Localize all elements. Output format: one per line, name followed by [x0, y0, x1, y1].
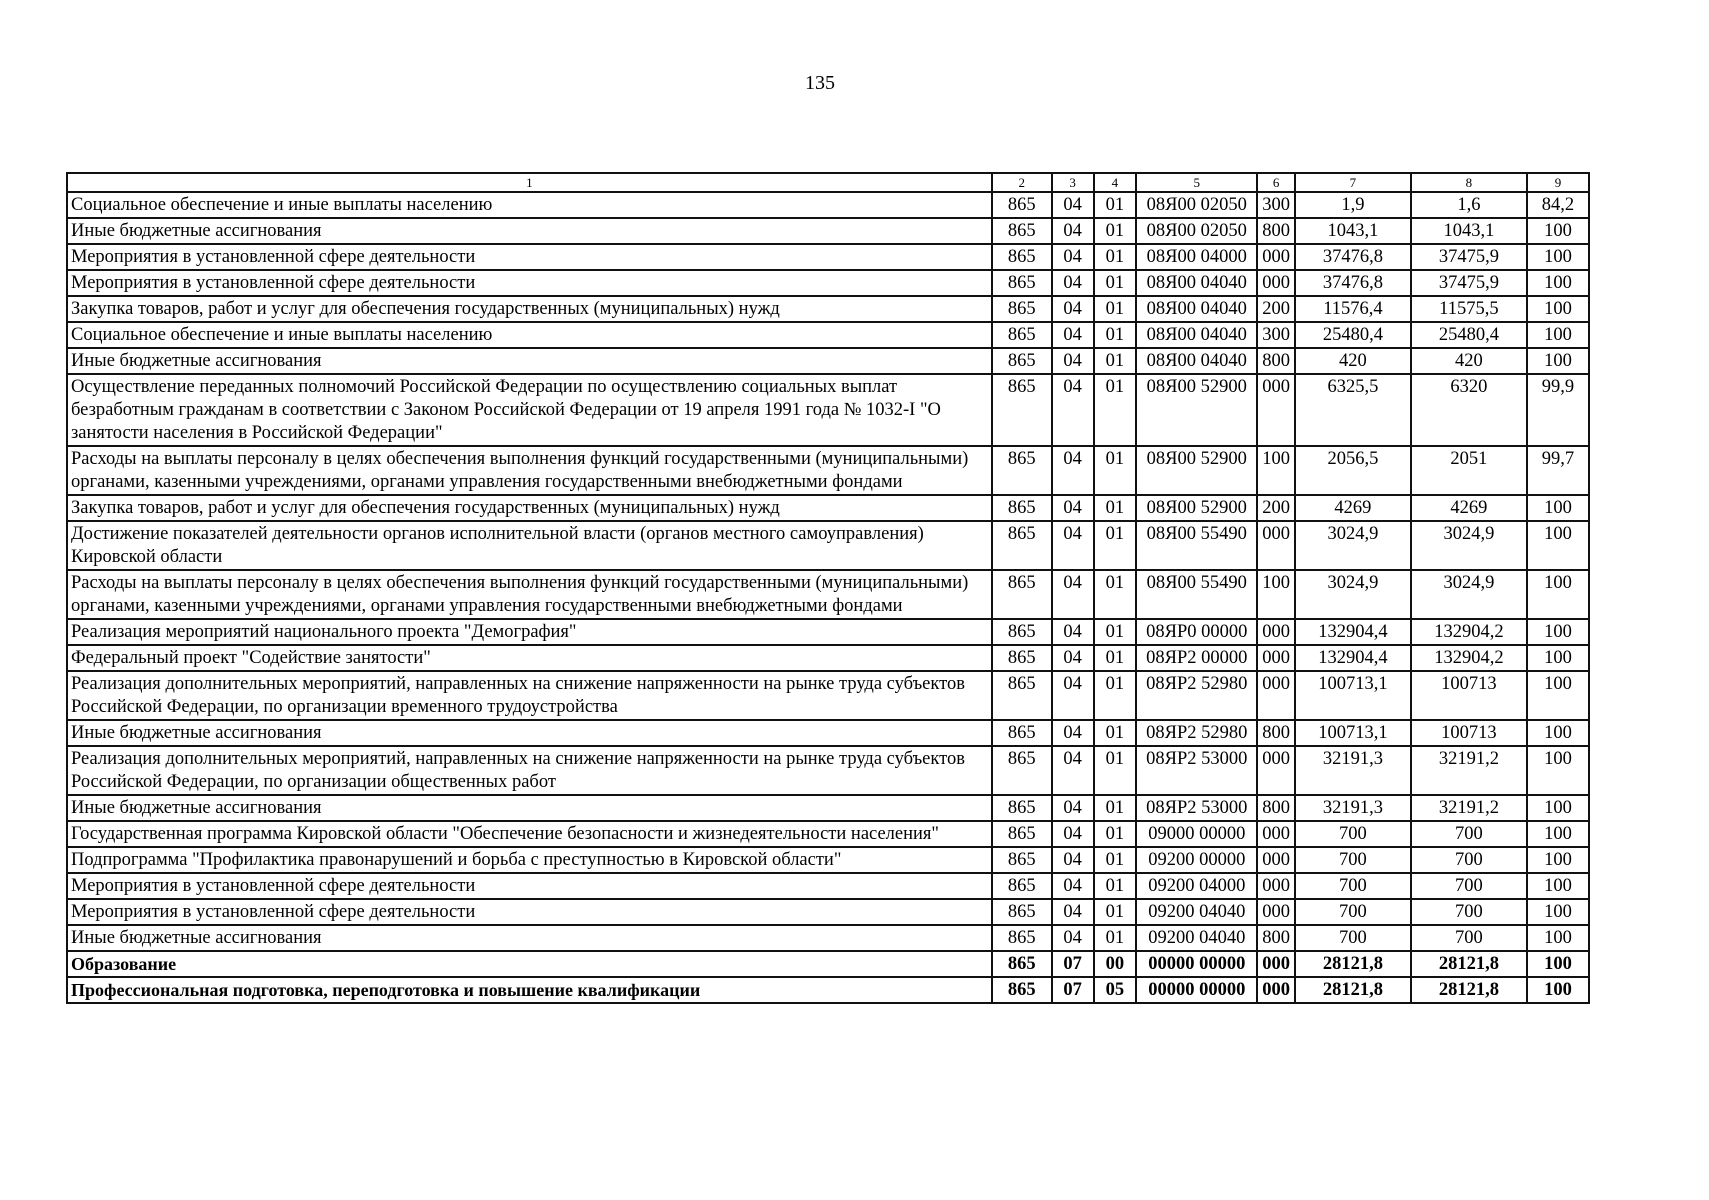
actual-amount-cell: 420	[1411, 348, 1527, 374]
admin-code-cell: 865	[992, 192, 1052, 218]
section-cell: 04	[1052, 925, 1094, 951]
admin-code-cell: 865	[992, 495, 1052, 521]
actual-amount-cell: 1043,1	[1411, 218, 1527, 244]
percent-cell: 100	[1527, 795, 1589, 821]
admin-code-cell: 865	[992, 348, 1052, 374]
target-article-cell: 09200 04000	[1136, 873, 1257, 899]
table-row	[67, 521, 1589, 570]
admin-code-cell: 865	[992, 671, 1052, 720]
subsection-cell: 01	[1094, 746, 1137, 795]
actual-amount-cell: 700	[1411, 899, 1527, 925]
item-name-cell: Образование	[67, 951, 992, 977]
target-article-cell: 08Я00 52900	[1136, 374, 1257, 446]
section-cell: 04	[1052, 671, 1094, 720]
target-article-cell: 08Я00 02050	[1136, 192, 1257, 218]
expense-type-cell: 000	[1257, 951, 1295, 977]
table-row	[67, 296, 1589, 322]
table-row	[67, 847, 1589, 873]
item-name-cell: Достижение показателей деятельности органов исполнительной власти (органов местного самоуправления) Кировской области	[67, 521, 992, 570]
expense-type-cell: 000	[1257, 873, 1295, 899]
planned-amount-cell: 4269	[1295, 495, 1411, 521]
subsection-cell: 01	[1094, 720, 1137, 746]
planned-amount-cell: 700	[1295, 821, 1411, 847]
section-cell: 04	[1052, 322, 1094, 348]
subsection-cell: 01	[1094, 270, 1137, 296]
section-cell: 04	[1052, 570, 1094, 619]
percent-cell: 99,7	[1527, 446, 1589, 495]
percent-cell: 100	[1527, 244, 1589, 270]
item-name-cell: Государственная программа Кировской области "Обеспечение безопасности и жизнедеятельности населения"	[67, 821, 992, 847]
target-article-cell: 08Я00 04000	[1136, 244, 1257, 270]
subsection-cell: 01	[1094, 374, 1137, 446]
subsection-cell: 01	[1094, 619, 1137, 645]
item-name-cell: Осуществление переданных полномочий Российской Федерации по осуществлению социальных выплат безработным гражданам в соответствии с Законом Российской Федерации от 19 апреля 1991 года № 1032-I "О занятости населения в Российской Федерации"	[67, 374, 992, 446]
target-article-cell: 08Я00 02050	[1136, 218, 1257, 244]
planned-amount-cell: 132904,4	[1295, 645, 1411, 671]
actual-amount-cell: 3024,9	[1411, 570, 1527, 619]
header-cell: 4	[1094, 173, 1137, 192]
expense-type-cell: 000	[1257, 847, 1295, 873]
expense-type-cell: 800	[1257, 218, 1295, 244]
target-article-cell: 08Я00 52900	[1136, 495, 1257, 521]
actual-amount-cell: 32191,2	[1411, 746, 1527, 795]
page-number: 135	[805, 72, 835, 94]
expense-type-cell: 000	[1257, 899, 1295, 925]
table-row	[67, 322, 1589, 348]
section-cell: 04	[1052, 270, 1094, 296]
table-row	[67, 570, 1589, 619]
target-article-cell: 08Я00 04040	[1136, 348, 1257, 374]
planned-amount-cell: 25480,4	[1295, 322, 1411, 348]
subsection-cell: 01	[1094, 821, 1137, 847]
expense-type-cell: 000	[1257, 244, 1295, 270]
section-cell: 04	[1052, 374, 1094, 446]
planned-amount-cell: 28121,8	[1295, 951, 1411, 977]
section-cell: 04	[1052, 348, 1094, 374]
planned-amount-cell: 2056,5	[1295, 446, 1411, 495]
actual-amount-cell: 3024,9	[1411, 521, 1527, 570]
planned-amount-cell: 32191,3	[1295, 795, 1411, 821]
actual-amount-cell: 28121,8	[1411, 951, 1527, 977]
percent-cell: 100	[1527, 322, 1589, 348]
actual-amount-cell: 100713	[1411, 671, 1527, 720]
planned-amount-cell: 32191,3	[1295, 746, 1411, 795]
header-cell: 3	[1052, 173, 1094, 192]
header-cell: 1	[67, 173, 992, 192]
item-name-cell: Мероприятия в установленной сфере деятельности	[67, 899, 992, 925]
section-cell: 04	[1052, 899, 1094, 925]
expense-type-cell: 800	[1257, 795, 1295, 821]
item-name-cell: Мероприятия в установленной сфере деятельности	[67, 873, 992, 899]
section-cell: 07	[1052, 977, 1094, 1003]
section-cell: 04	[1052, 795, 1094, 821]
table-row	[67, 495, 1589, 521]
table-header-row	[67, 173, 1589, 192]
admin-code-cell: 865	[992, 619, 1052, 645]
table-row	[67, 720, 1589, 746]
expense-type-cell: 300	[1257, 192, 1295, 218]
item-name-cell: Закупка товаров, работ и услуг для обеспечения государственных (муниципальных) нужд	[67, 495, 992, 521]
table-row	[67, 645, 1589, 671]
actual-amount-cell: 37475,9	[1411, 244, 1527, 270]
subsection-cell: 05	[1094, 977, 1137, 1003]
percent-cell: 100	[1527, 873, 1589, 899]
header-cell: 7	[1295, 173, 1411, 192]
section-cell: 04	[1052, 720, 1094, 746]
target-article-cell: 08ЯР2 53000	[1136, 746, 1257, 795]
item-name-cell: Социальное обеспечение и иные выплаты населению	[67, 322, 992, 348]
table-row	[67, 821, 1589, 847]
item-name-cell: Иные бюджетные ассигнования	[67, 720, 992, 746]
planned-amount-cell: 11576,4	[1295, 296, 1411, 322]
percent-cell: 100	[1527, 619, 1589, 645]
item-name-cell: Реализация дополнительных мероприятий, направленных на снижение напряженности на рынке труда субъектов Российской Федерации, по организации общественных работ	[67, 746, 992, 795]
section-cell: 04	[1052, 446, 1094, 495]
expense-type-cell: 800	[1257, 720, 1295, 746]
subsection-cell: 01	[1094, 322, 1137, 348]
admin-code-cell: 865	[992, 322, 1052, 348]
actual-amount-cell: 132904,2	[1411, 619, 1527, 645]
planned-amount-cell: 420	[1295, 348, 1411, 374]
table-row	[67, 873, 1589, 899]
target-article-cell: 00000 00000	[1136, 951, 1257, 977]
subsection-cell: 01	[1094, 192, 1137, 218]
percent-cell: 100	[1527, 570, 1589, 619]
expense-type-cell: 000	[1257, 671, 1295, 720]
actual-amount-cell: 4269	[1411, 495, 1527, 521]
expense-type-cell: 000	[1257, 645, 1295, 671]
subsection-cell: 01	[1094, 873, 1137, 899]
header-cell: 2	[992, 173, 1052, 192]
section-cell: 04	[1052, 296, 1094, 322]
admin-code-cell: 865	[992, 218, 1052, 244]
item-name-cell: Иные бюджетные ассигнования	[67, 348, 992, 374]
item-name-cell: Закупка товаров, работ и услуг для обеспечения государственных (муниципальных) нужд	[67, 296, 992, 322]
target-article-cell: 00000 00000	[1136, 977, 1257, 1003]
planned-amount-cell: 3024,9	[1295, 521, 1411, 570]
subsection-cell: 01	[1094, 671, 1137, 720]
planned-amount-cell: 700	[1295, 873, 1411, 899]
section-cell: 04	[1052, 746, 1094, 795]
planned-amount-cell: 100713,1	[1295, 671, 1411, 720]
actual-amount-cell: 700	[1411, 925, 1527, 951]
admin-code-cell: 865	[992, 873, 1052, 899]
percent-cell: 100	[1527, 671, 1589, 720]
item-name-cell: Федеральный проект "Содействие занятости"	[67, 645, 992, 671]
table-row	[67, 951, 1589, 977]
subsection-cell: 01	[1094, 244, 1137, 270]
item-name-cell: Иные бюджетные ассигнования	[67, 925, 992, 951]
expense-type-cell: 800	[1257, 348, 1295, 374]
actual-amount-cell: 1,6	[1411, 192, 1527, 218]
header-cell: 6	[1257, 173, 1295, 192]
actual-amount-cell: 28121,8	[1411, 977, 1527, 1003]
planned-amount-cell: 37476,8	[1295, 244, 1411, 270]
section-cell: 04	[1052, 873, 1094, 899]
percent-cell: 99,9	[1527, 374, 1589, 446]
item-name-cell: Реализация дополнительных мероприятий, направленных на снижение напряженности на рынке труда субъектов Российской Федерации, по организации временного трудоустройства	[67, 671, 992, 720]
percent-cell: 100	[1527, 925, 1589, 951]
item-name-cell: Расходы на выплаты персоналу в целях обеспечения выполнения функций государственными (муниципальными) органами, казенными учреждениями, органами управления государственными внебюджетными фондами	[67, 570, 992, 619]
target-article-cell: 08Я00 55490	[1136, 570, 1257, 619]
subsection-cell: 01	[1094, 645, 1137, 671]
table-row	[67, 244, 1589, 270]
admin-code-cell: 865	[992, 270, 1052, 296]
expense-type-cell: 000	[1257, 270, 1295, 296]
percent-cell: 100	[1527, 645, 1589, 671]
admin-code-cell: 865	[992, 977, 1052, 1003]
section-cell: 04	[1052, 244, 1094, 270]
subsection-cell: 01	[1094, 570, 1137, 619]
table-row	[67, 671, 1589, 720]
item-name-cell: Реализация мероприятий национального проекта "Демография"	[67, 619, 992, 645]
subsection-cell: 00	[1094, 951, 1137, 977]
item-name-cell: Мероприятия в установленной сфере деятельности	[67, 244, 992, 270]
admin-code-cell: 865	[992, 521, 1052, 570]
admin-code-cell: 865	[992, 746, 1052, 795]
table-row	[67, 925, 1589, 951]
expense-type-cell: 000	[1257, 521, 1295, 570]
percent-cell: 100	[1527, 296, 1589, 322]
percent-cell: 100	[1527, 348, 1589, 374]
expense-type-cell: 200	[1257, 296, 1295, 322]
percent-cell: 100	[1527, 521, 1589, 570]
table-row	[67, 619, 1589, 645]
admin-code-cell: 865	[992, 847, 1052, 873]
percent-cell: 100	[1527, 720, 1589, 746]
subsection-cell: 01	[1094, 795, 1137, 821]
item-name-cell: Профессиональная подготовка, переподготовка и повышение квалификации	[67, 977, 992, 1003]
item-name-cell: Иные бюджетные ассигнования	[67, 795, 992, 821]
table-row	[67, 218, 1589, 244]
table-row	[67, 192, 1589, 218]
admin-code-cell: 865	[992, 645, 1052, 671]
percent-cell: 84,2	[1527, 192, 1589, 218]
target-article-cell: 08ЯР2 00000	[1136, 645, 1257, 671]
planned-amount-cell: 1,9	[1295, 192, 1411, 218]
target-article-cell: 08Я00 04040	[1136, 270, 1257, 296]
target-article-cell: 09200 04040	[1136, 925, 1257, 951]
actual-amount-cell: 700	[1411, 873, 1527, 899]
budget-table	[66, 172, 1590, 1004]
percent-cell: 100	[1527, 847, 1589, 873]
percent-cell: 100	[1527, 218, 1589, 244]
planned-amount-cell: 37476,8	[1295, 270, 1411, 296]
expense-type-cell: 000	[1257, 374, 1295, 446]
item-name-cell: Подпрограмма "Профилактика правонарушений и борьба с преступностью в Кировской области"	[67, 847, 992, 873]
admin-code-cell: 865	[992, 899, 1052, 925]
table-row	[67, 374, 1589, 446]
planned-amount-cell: 700	[1295, 899, 1411, 925]
target-article-cell: 08Я00 52900	[1136, 446, 1257, 495]
percent-cell: 100	[1527, 977, 1589, 1003]
percent-cell: 100	[1527, 951, 1589, 977]
item-name-cell: Мероприятия в установленной сфере деятельности	[67, 270, 992, 296]
actual-amount-cell: 132904,2	[1411, 645, 1527, 671]
subsection-cell: 01	[1094, 521, 1137, 570]
actual-amount-cell: 100713	[1411, 720, 1527, 746]
actual-amount-cell: 37475,9	[1411, 270, 1527, 296]
expense-type-cell: 000	[1257, 619, 1295, 645]
target-article-cell: 08ЯР2 52980	[1136, 720, 1257, 746]
target-article-cell: 09200 04040	[1136, 899, 1257, 925]
planned-amount-cell: 700	[1295, 847, 1411, 873]
section-cell: 04	[1052, 192, 1094, 218]
admin-code-cell: 865	[992, 570, 1052, 619]
header-cell: 5	[1136, 173, 1257, 192]
target-article-cell: 09000 00000	[1136, 821, 1257, 847]
table-row	[67, 270, 1589, 296]
item-name-cell: Иные бюджетные ассигнования	[67, 218, 992, 244]
admin-code-cell: 865	[992, 720, 1052, 746]
target-article-cell: 08ЯР2 53000	[1136, 795, 1257, 821]
admin-code-cell: 865	[992, 795, 1052, 821]
expense-type-cell: 000	[1257, 746, 1295, 795]
subsection-cell: 01	[1094, 296, 1137, 322]
admin-code-cell: 865	[992, 244, 1052, 270]
subsection-cell: 01	[1094, 899, 1137, 925]
actual-amount-cell: 2051	[1411, 446, 1527, 495]
section-cell: 04	[1052, 645, 1094, 671]
actual-amount-cell: 11575,5	[1411, 296, 1527, 322]
subsection-cell: 01	[1094, 925, 1137, 951]
percent-cell: 100	[1527, 495, 1589, 521]
subsection-cell: 01	[1094, 218, 1137, 244]
percent-cell: 100	[1527, 821, 1589, 847]
expense-type-cell: 100	[1257, 446, 1295, 495]
planned-amount-cell: 28121,8	[1295, 977, 1411, 1003]
section-cell: 04	[1052, 821, 1094, 847]
table-row	[67, 899, 1589, 925]
subsection-cell: 01	[1094, 348, 1137, 374]
planned-amount-cell: 3024,9	[1295, 570, 1411, 619]
target-article-cell: 08ЯР0 00000	[1136, 619, 1257, 645]
item-name-cell: Социальное обеспечение и иные выплаты населению	[67, 192, 992, 218]
table-row	[67, 348, 1589, 374]
planned-amount-cell: 6325,5	[1295, 374, 1411, 446]
table-row	[67, 746, 1589, 795]
subsection-cell: 01	[1094, 495, 1137, 521]
expense-type-cell: 000	[1257, 977, 1295, 1003]
section-cell: 04	[1052, 619, 1094, 645]
section-cell: 04	[1052, 218, 1094, 244]
expense-type-cell: 300	[1257, 322, 1295, 348]
target-article-cell: 08Я00 55490	[1136, 521, 1257, 570]
section-cell: 04	[1052, 495, 1094, 521]
table-row	[67, 977, 1589, 1003]
target-article-cell: 08Я00 04040	[1136, 322, 1257, 348]
expense-type-cell: 800	[1257, 925, 1295, 951]
table-row	[67, 446, 1589, 495]
actual-amount-cell: 700	[1411, 847, 1527, 873]
expense-type-cell: 100	[1257, 570, 1295, 619]
actual-amount-cell: 6320	[1411, 374, 1527, 446]
target-article-cell: 08ЯР2 52980	[1136, 671, 1257, 720]
subsection-cell: 01	[1094, 847, 1137, 873]
admin-code-cell: 865	[992, 446, 1052, 495]
actual-amount-cell: 700	[1411, 821, 1527, 847]
planned-amount-cell: 1043,1	[1295, 218, 1411, 244]
section-cell: 04	[1052, 521, 1094, 570]
expense-type-cell: 000	[1257, 821, 1295, 847]
header-cell: 9	[1527, 173, 1589, 192]
section-cell: 04	[1052, 847, 1094, 873]
actual-amount-cell: 32191,2	[1411, 795, 1527, 821]
percent-cell: 100	[1527, 270, 1589, 296]
percent-cell: 100	[1527, 746, 1589, 795]
actual-amount-cell: 25480,4	[1411, 322, 1527, 348]
percent-cell: 100	[1527, 899, 1589, 925]
planned-amount-cell: 700	[1295, 925, 1411, 951]
admin-code-cell: 865	[992, 374, 1052, 446]
admin-code-cell: 865	[992, 951, 1052, 977]
table-row	[67, 795, 1589, 821]
target-article-cell: 09200 00000	[1136, 847, 1257, 873]
target-article-cell: 08Я00 04040	[1136, 296, 1257, 322]
header-cell: 8	[1411, 173, 1527, 192]
section-cell: 07	[1052, 951, 1094, 977]
planned-amount-cell: 132904,4	[1295, 619, 1411, 645]
admin-code-cell: 865	[992, 296, 1052, 322]
admin-code-cell: 865	[992, 821, 1052, 847]
subsection-cell: 01	[1094, 446, 1137, 495]
expense-type-cell: 200	[1257, 495, 1295, 521]
planned-amount-cell: 100713,1	[1295, 720, 1411, 746]
admin-code-cell: 865	[992, 925, 1052, 951]
item-name-cell: Расходы на выплаты персоналу в целях обеспечения выполнения функций государственными (муниципальными) органами, казенными учреждениями, органами управления государственными внебюджетными фондами	[67, 446, 992, 495]
